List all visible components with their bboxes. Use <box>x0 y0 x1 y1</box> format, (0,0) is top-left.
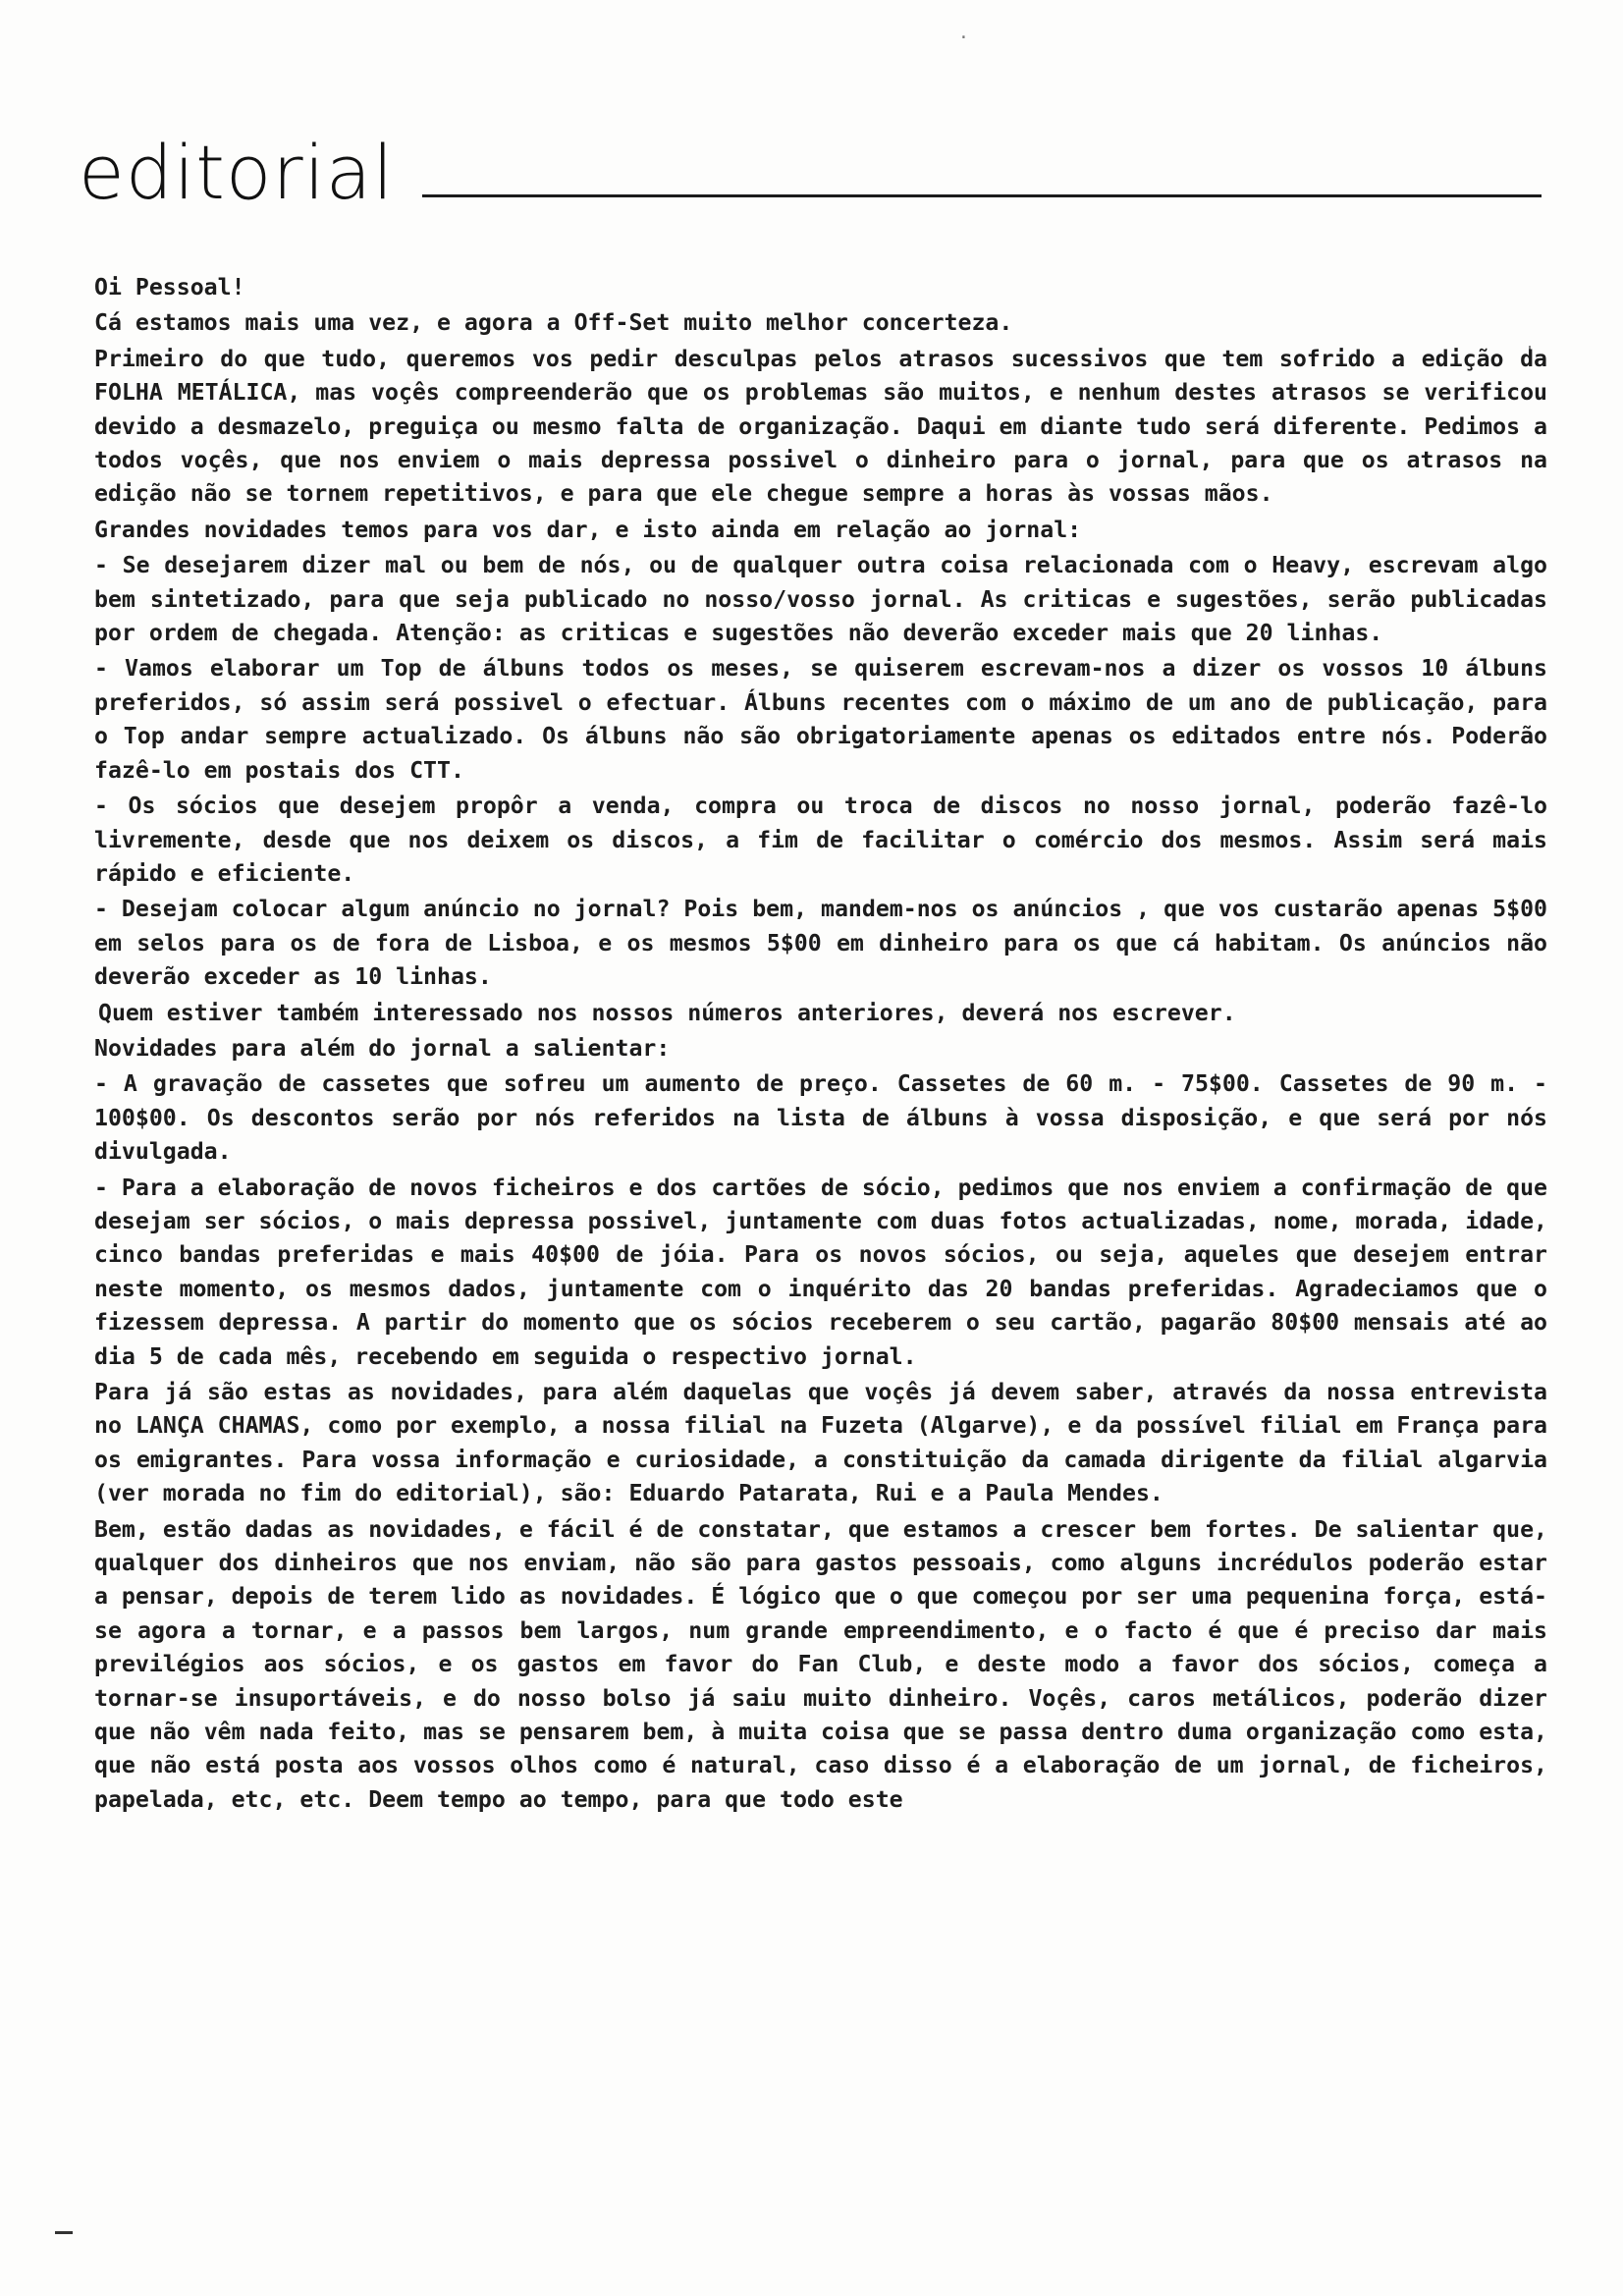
page-title: editorial <box>79 129 395 216</box>
paragraph-membership: - Para a elaboração de novos ficheiros e dos cartões de sócio, pedimos que nos enviem a confirmação de que desejam ser sócios, o mais depressa possivel, juntamente com duas fotos actualizadas, nome, morada, idade, cinco bandas preferidas e mais 40$00 de jóia. Para os novos sócios, ou seja, aqueles que desejem entrar neste momento, os mesmos dados, juntamente com o inquérito das 20 bandas preferidas. Agradeciamos que o fizessem depressa. A partir do momento que os sócios receberem o seu cartão, pagarão 80$00 mensais até ao dia 5 de cada mês, recebendo em seguida o respectivo jornal. <box>94 1174 1547 1370</box>
paragraph-other-news-heading: Novidades para além do jornal a salientar: <box>94 1034 671 1062</box>
paragraph-branches: Para já são estas as novidades, para além daquelas que voçês já devem saber, através da nossa entrevista no LANÇA CHAMAS, como por exemplo, a nossa filial na Fuzeta (Algarve), e da possível filial em França para os emigrantes. Para vossa informação e curiosidade, a constituição da camada dirigente da filial algarvia (ver morada no fim do editorial), são: Eduardo Patarata, Rui e a Paula Mendes. <box>94 1379 1547 1507</box>
paragraph-criticism: - Se desejarem dizer mal ou bem de nós, ou de qualquer outra coisa relacionada com o Heavy, escrevam algo bem sintetizado, para que seja publicado no nosso/vosso jornal. As criticas e sugestões, serão publicadas por ordem de chegada. Atenção: as criticas e sugestões não deverão exceder mais que 20 linhas. <box>94 552 1547 647</box>
scan-mark-top: · <box>958 27 969 48</box>
paragraph-top-albums: - Vamos elaborar um Top de álbuns todos os meses, se quiserem escrevam-nos a dizer os vossos 10 álbuns preferidos, só assim será possivel o efectuar. Álbuns recentes com o máximo de um ano de publicação, para o Top andar sempre actualizado. Os álbuns não são obrigatoriamente apenas os editados entre nós. Poderão fazê-lo em postais dos CTT. <box>94 655 1547 784</box>
paragraph-intro: Cá estamos mais uma vez, e agora a Off-Set muito melhor concerteza. <box>94 309 1013 337</box>
paragraph-growth: Bem, estão dadas as novidades, e fácil é de constatar, que estamos a crescer bem fortes. De salientar que, qualquer dos dinheiros que nos enviam, não são para gastos pessoais, como alguns incrédulos poderão estar a pensar, depois de terem lido as novidades. É lógico que o que começou por ser uma pequenina força, está-se agora a tornar, e a passos bem largos, num grande empreendimento, e o facto é que é preciso dar mais previlégios aos sócios, e os gastos em favor do Fan Club, e deste modo a favor dos sócios, começa a tornar-se insuportáveis, e do nosso bolso já saiu muito dinheiro. Voçês, caros metálicos, poderão dizer que não vêm nada feito, mas se pensarem bem, à muita coisa que se passa dentro duma organização como esta, que não está posta aos vossos olhos como é natural, caso disso é a elaboração de um jornal, de ficheiros, papelada, etc, etc. Deem tempo ao tempo, para que todo este <box>94 1515 1547 1813</box>
paragraph-news-heading: Grandes novidades temos para vos dar, e isto ainda em relação ao jornal: <box>94 516 1082 543</box>
paragraph-cassettes: - A gravação de cassetes que sofreu um aumento de preço. Cassetes de 60 m. - 75$00. Cassetes de 90 m. - 100$00. Os descontos serão por nós referidos na lista de álbuns à vossa disposição, e que será por nós divulgada. <box>94 1070 1547 1166</box>
editorial-body <box>94 271 1547 1819</box>
scan-mark-bottom <box>55 2231 73 2234</box>
paragraph-record-trade: - Os sócios que desejem propôr a venda, compra ou troca de discos no nosso jornal, poderão fazê-lo livremente, desde que nos deixem os discos, a fim de facilitar o comércio dos mesmos. Assim será mais rápido e eficiente. <box>94 793 1547 887</box>
editorial-header <box>79 129 1542 216</box>
paragraph-back-issues: Quem estiver também interessado nos nossos números anteriores, deverá nos escrever. <box>98 999 1236 1026</box>
paragraph-apology: Primeiro do que tudo, queremos vos pedir desculpas pelos atrasos sucessivos que tem sofrido a edição da FOLHA METÁLICA, mas voçês compreenderão que os problemas são muitos, e nenhum destes atrasos se verificou devido a desmazelo, preguiça ou mesmo falta de organização. Daqui em diante tudo será diferente. Pedimos a todos voçês, que nos enviem o mais depressa possivel o dinheiro para o jornal, para que os atrasos na edição não se tornem repetitivos, e para que ele chegue sempre a horas às vossas mãos. <box>94 345 1547 508</box>
greeting: Oi Pessoal! <box>94 274 245 301</box>
paragraph-ads: - Desejam colocar algum anúncio no jornal? Pois bem, mandem-nos os anúncios , que vos custarão apenas 5$00 em selos para os de fora de Lisboa, e os mesmos 5$00 em dinheiro para os que cá habitam. Os anúncios não deverão exceder as 10 linhas. <box>94 896 1547 991</box>
title-underline <box>422 194 1542 197</box>
